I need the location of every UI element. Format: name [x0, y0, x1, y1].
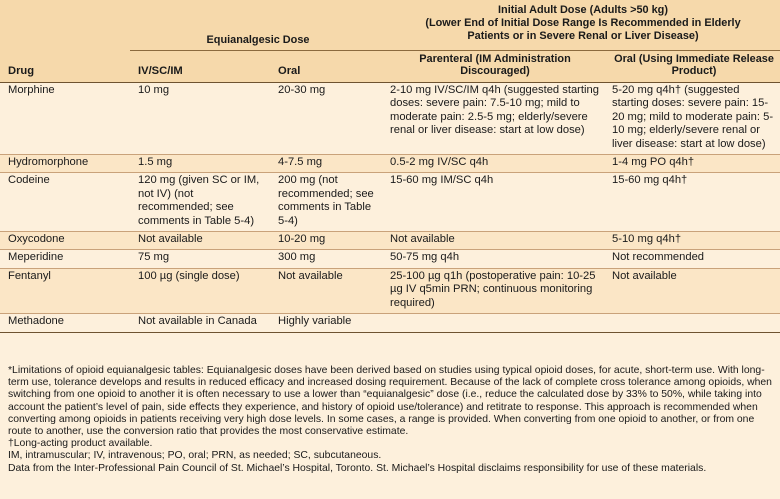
table-row	[0, 155, 780, 173]
header-equianalgesic-dose: Equianalgesic Dose	[130, 0, 382, 50]
cell-parenteral: 0.5-2 mg IV/SC q4h	[382, 155, 604, 173]
cell-oral-dose: 1-4 mg PO q4h†	[604, 155, 780, 173]
cell-iv-sc-im: 100 µg (single dose)	[130, 268, 270, 313]
cell-drug: Oxycodone	[0, 232, 130, 250]
footnote-source: Data from the Inter-Professional Pain Council of St. Michael’s Hospital, Toronto. St. Michael’s Hospital disclaims responsibility for use of these materials.	[8, 462, 707, 474]
cell-oral: Not available	[270, 268, 382, 313]
footnote-abbreviations: IM, intramuscular; IV, intravenous; PO, oral; PRN, as needed; SC, subcutaneous.	[8, 450, 382, 462]
cell-iv-sc-im: 75 mg	[130, 250, 270, 268]
cell-parenteral: 25-100 µg q1h (postoperative pain: 10-25 µg IV q5min PRN; continuous monitoring required)	[382, 268, 604, 313]
header-initial-adult-dose	[382, 0, 780, 50]
header-initial-adult-dose-line3: Patients or in Severe Renal or Liver Disease)	[467, 29, 699, 42]
cell-drug: Methadone	[0, 314, 130, 332]
cell-drug: Hydromorphone	[0, 155, 130, 173]
header-parenteral: Parenteral (IM Administration Discouraged)	[382, 50, 604, 83]
cell-oral-dose: Not recommended	[604, 250, 780, 268]
table-row	[0, 83, 780, 155]
table-row	[0, 250, 780, 268]
header-initial-adult-dose-line1: Initial Adult Dose (Adults >50 kg)	[498, 4, 668, 16]
header-spacer	[0, 0, 130, 26]
cell-drug: Morphine	[0, 83, 130, 155]
header-initial-adult-dose-line2: (Lower End of Initial Dose Range Is Recommended in Elderly	[425, 16, 741, 29]
cell-parenteral: 2-10 mg IV/SC/IM q4h (suggested starting doses: severe pain: 7.5-10 mg; mild to moderate pain: 2.5-5 mg; elderly/severe renal or liver disease: start at low dose)	[382, 83, 604, 155]
cell-drug: Meperidine	[0, 250, 130, 268]
cell-drug: Codeine	[0, 173, 130, 232]
cell-oral-dose: 15-60 mg q4h†	[604, 173, 780, 232]
table-row	[0, 173, 780, 232]
header-iv-sc-im: IV/SC/IM	[130, 50, 270, 83]
cell-iv-sc-im: 1.5 mg	[130, 155, 270, 173]
cell-parenteral	[382, 314, 604, 332]
cell-oral: 200 mg (not recommended; see comments in Table 5-4)	[270, 173, 382, 232]
header-oral-immediate: Oral (Using Immediate Release Product)	[604, 50, 780, 83]
table-row	[0, 268, 780, 313]
table-row	[0, 232, 780, 250]
cell-oral: Highly variable	[270, 314, 382, 332]
cell-parenteral: 50-75 mg q4h	[382, 250, 604, 268]
cell-oral: 10-20 mg	[270, 232, 382, 250]
cell-oral: 4-7.5 mg	[270, 155, 382, 173]
cell-parenteral: Not available	[382, 232, 604, 250]
cell-oral: 20-30 mg	[270, 83, 382, 155]
header-oral: Oral	[270, 50, 382, 83]
table-row	[0, 314, 780, 332]
cell-iv-sc-im: Not available	[130, 232, 270, 250]
cell-parenteral: 15-60 mg IM/SC q4h	[382, 173, 604, 232]
cell-oral-dose	[604, 314, 780, 332]
cell-oral-dose: 5-20 mg q4h† (suggested starting doses: severe pain: 15-20 mg; mild to moderate pain: 5-10 mg; elderly/severe renal or liver disease: start at low dose)	[604, 83, 780, 155]
footnote-limitations: *Limitations of opioid equianalgesic tables: Equianalgesic doses have been derived based on studies using typical opioid doses, for acute, short-term use. With long-term use, tolerance develops and results in reduced efficacy and increased dosing requirement. Because of the lack of complete cross tolerance among opioids, when switching from one opioid to another it is often necessary to use a lower than “equianalgesic” dose (i.e., reduce the calculated dose by 33% to 50%, while taking into account the patient’s level of pain, side effects they experience, and history of opioid use/tolerance) and retitrate to response. This approach is recommended when converting among opioids in patients receiving very high dose levels. In some cases, a range is provided. When converting from one opioid to another, or from one route to another, use the conversion ratio that provides the most conservative estimate.	[8, 365, 772, 438]
footnote-long-acting: †Long-acting product available.	[8, 438, 153, 450]
cell-iv-sc-im: 120 mg (given SC or IM, not IV) (not recommended; see comments in Table 5-4)	[130, 173, 270, 232]
cell-oral-dose: 5-10 mg q4h†	[604, 232, 780, 250]
cell-iv-sc-im: 10 mg	[130, 83, 270, 155]
cell-drug: Fentanyl	[0, 268, 130, 313]
cell-oral-dose: Not available	[604, 268, 780, 313]
cell-oral: 300 mg	[270, 250, 382, 268]
header-drug: Drug	[0, 50, 130, 83]
footnotes	[8, 365, 776, 475]
header-spacer-2	[0, 26, 130, 50]
cell-iv-sc-im: Not available in Canada	[130, 314, 270, 332]
